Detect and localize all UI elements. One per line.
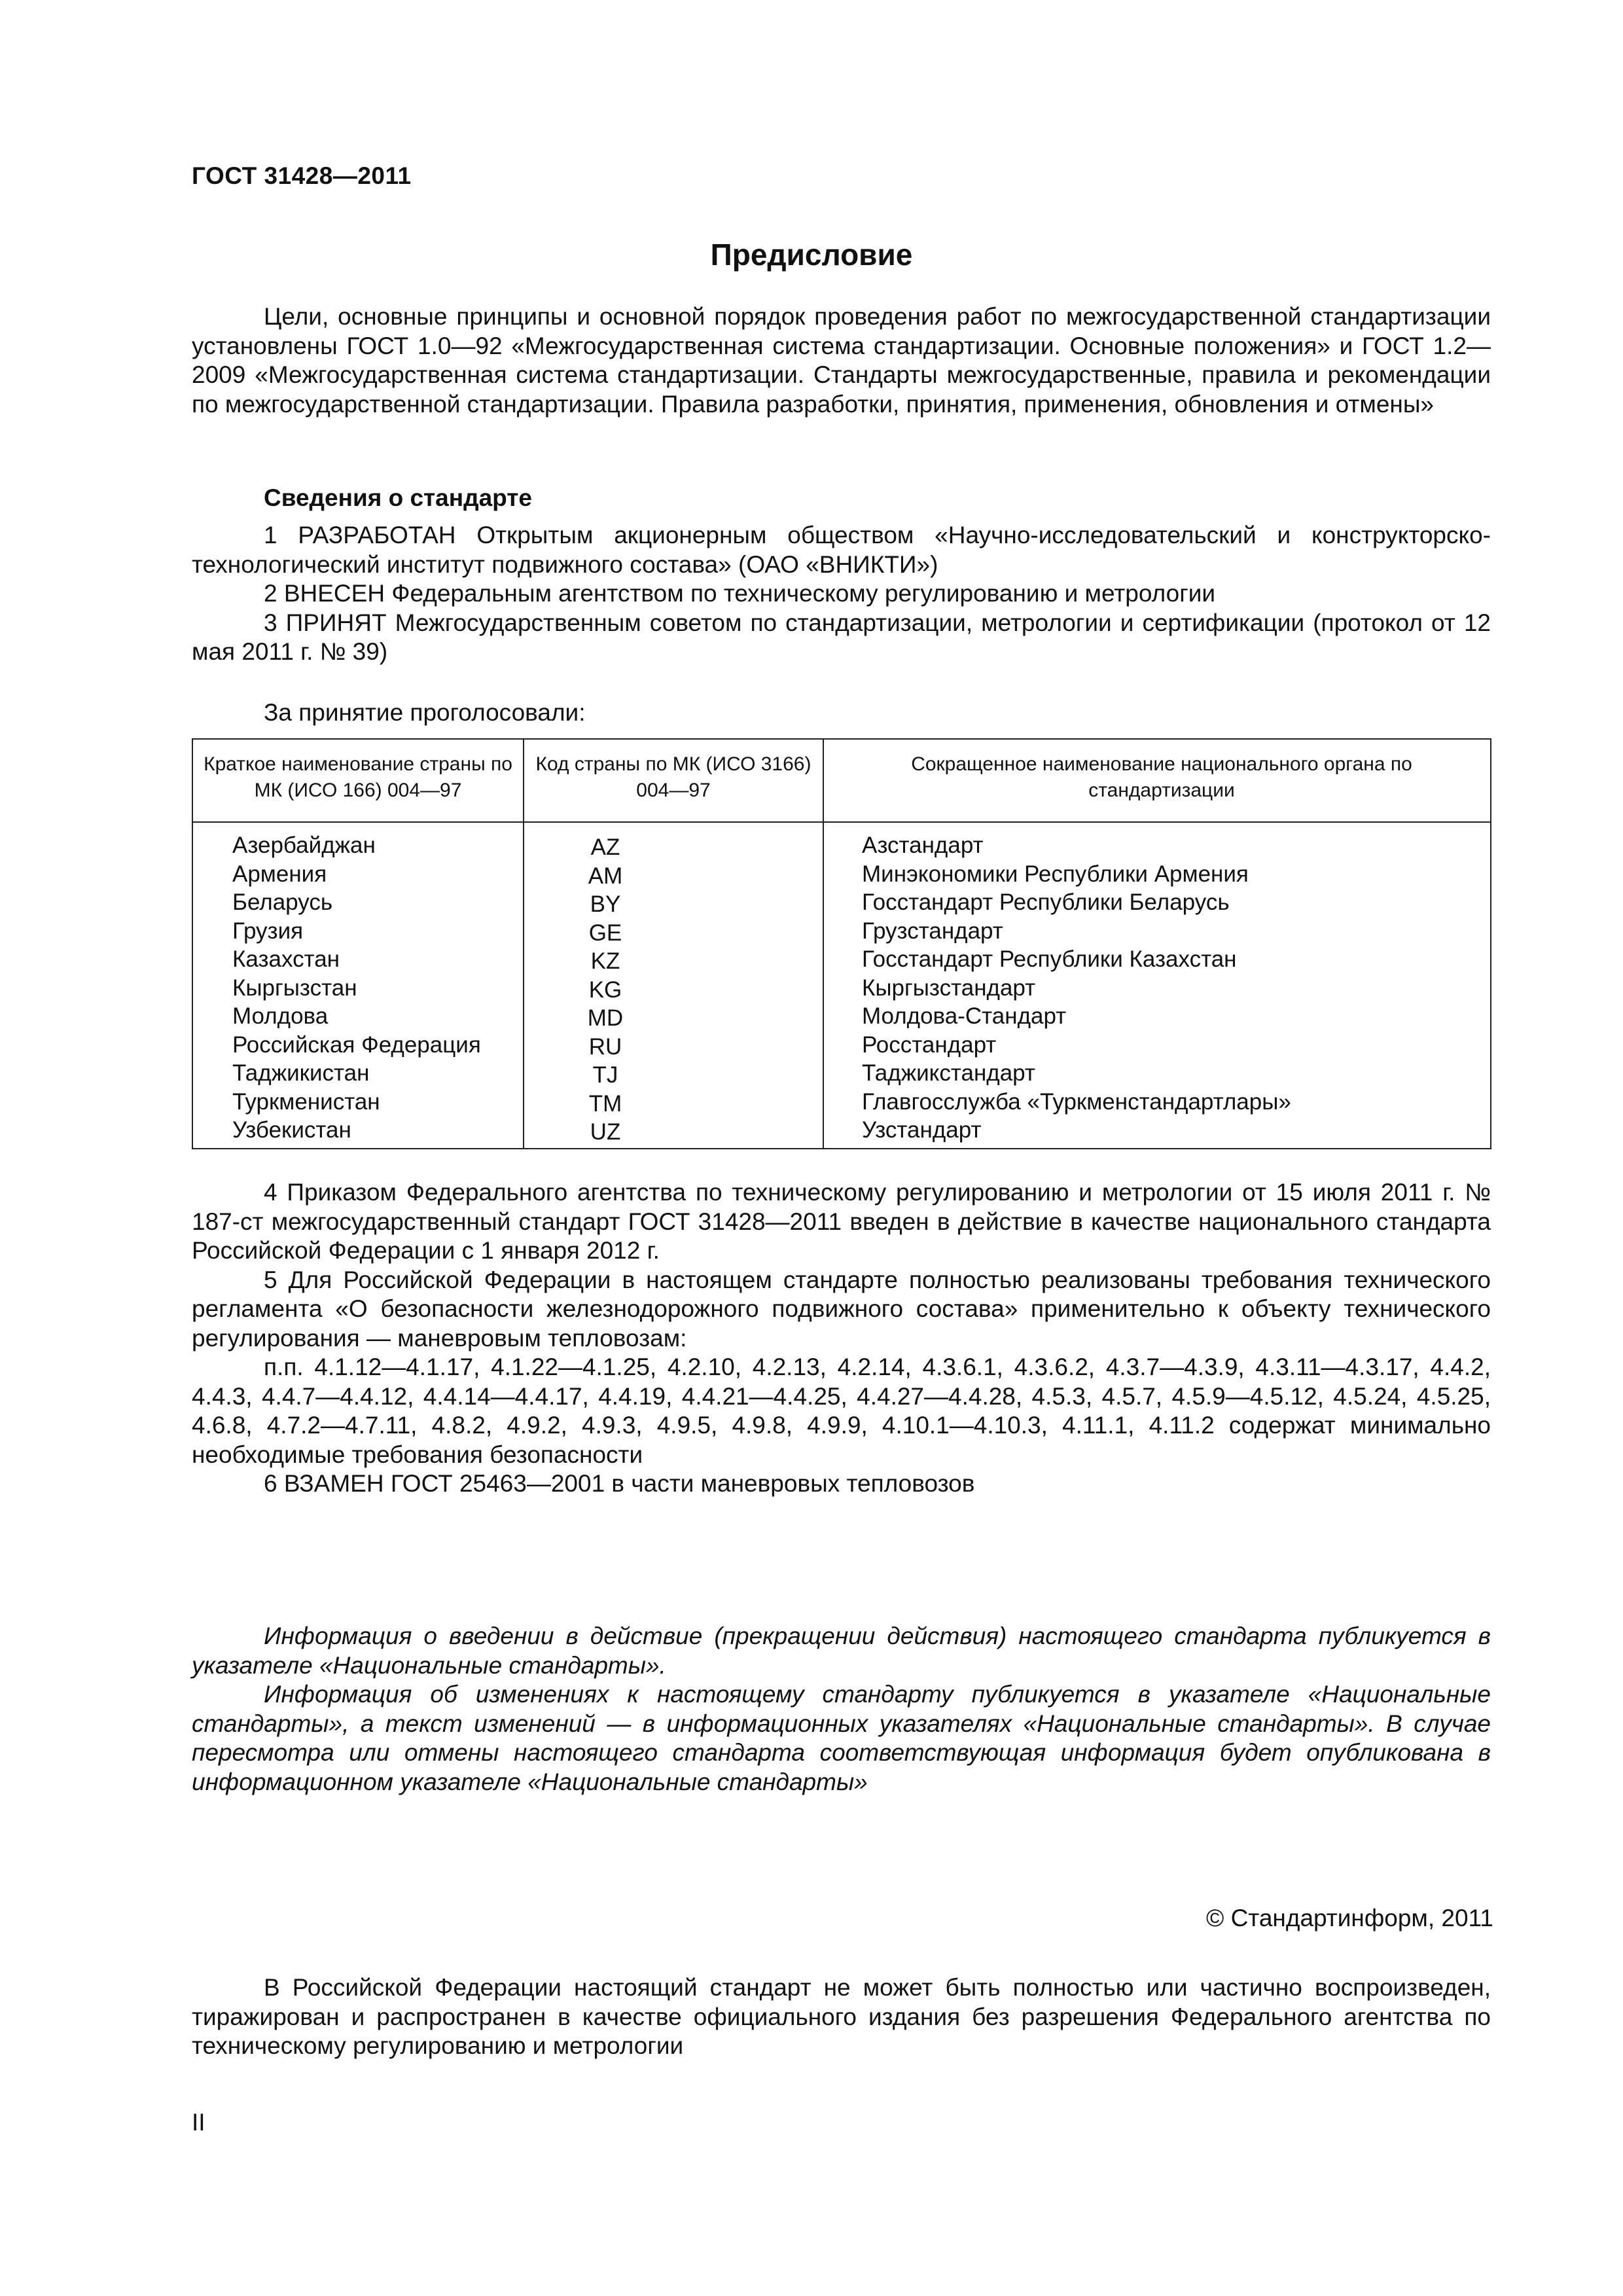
table-cell-country: Азербайджан <box>232 833 376 858</box>
info-item-1: 1 РАЗРАБОТАН Открытым акционерным обществом «Научно-исследовательский и конструкторско-технологический институт подвижного состава» (ОАО «ВНИКТИ») <box>192 522 1491 578</box>
intro-section <box>192 302 1491 419</box>
table-cell-country: Кыргызстан <box>232 975 357 1001</box>
table-cell-code: MD <box>587 1005 624 1031</box>
table-cell-country: Российская Федерация <box>232 1031 481 1058</box>
table-cell-country: Таджикистан <box>232 1060 370 1086</box>
info-item-3: 3 ПРИНЯТ Межгосударственным советом по стандартизации, метрологии и сертификации (протокол от 12 мая 2011 г. № 39) <box>192 609 1491 665</box>
table-cell-code: TM <box>588 1090 622 1117</box>
notice-paragraph-1: Информация о введении в действие (прекращении действия) настоящего стандарта публикуется в указателе «Национальные стандарты». <box>192 1623 1491 1679</box>
table-cell-org: Главгосслужба «Туркменстандартлары» <box>862 1088 1291 1115</box>
table-cell-country: Казахстан <box>232 946 340 972</box>
table-cell-org: Таджикстандарт <box>862 1060 1035 1086</box>
table-divider <box>823 740 824 1148</box>
document-id: ГОСТ 31428—2011 <box>192 162 412 189</box>
info-item-2: 2 ВНЕСЕН Федеральным агентством по техническому регулированию и метрологии <box>264 580 1216 607</box>
vote-label: За принятие проголосовали: <box>264 699 586 726</box>
table-cell-org: Грузстандарт <box>862 918 1003 944</box>
table-cell-org: Молдова-Стандарт <box>862 1003 1067 1029</box>
table-cell-org: Узстандарт <box>862 1117 982 1143</box>
item-5: 5 Для Российской Федерации в настоящем стандарте полностью реализованы требования технического регламента «О безопасности железнодорожного подвижного состава» применительно к объекту технического регулирования — маневровым тепловозам: <box>192 1266 1491 1352</box>
table-cell-code: AZ <box>590 834 620 860</box>
table-cell-country: Беларусь <box>232 889 333 915</box>
table-cell-org: Росстандарт <box>862 1031 997 1058</box>
table-cell-code: UZ <box>590 1119 621 1145</box>
table-cell-code: KZ <box>590 948 620 974</box>
table-cell-org: Минэкономики Республики Армения <box>862 861 1249 887</box>
info-heading: Сведения о стандарте <box>264 484 532 511</box>
table-cell-country: Узбекистан <box>232 1117 351 1143</box>
item-4: 4 Приказом Федерального агентства по техническому регулированию и метрологии от 15 июля 2011 г. № 187-ст межгосударственный стандарт ГОСТ 31428—2011 введен в действие в качестве национального стандарта Российской Федерации с 1 января 2012 г. <box>192 1179 1491 1264</box>
voting-table <box>192 738 1491 1149</box>
copyright: © Стандартинформ, 2011 <box>1206 1905 1493 1931</box>
column-header-country: Краткое наименование страны по МК (ИСО 166) 004—97 <box>204 753 512 801</box>
table-cell-code: RU <box>588 1033 622 1060</box>
table-cell-org: Азстандарт <box>862 833 984 858</box>
item-6: 6 ВЗАМЕН ГОСТ 25463—2001 в части маневровых тепловозов <box>264 1470 975 1497</box>
code-column <box>527 833 684 1147</box>
items-after-table <box>192 1178 1491 1499</box>
item-5-clauses: п.п. 4.1.12—4.1.17, 4.1.22—4.1.25, 4.2.10, 4.2.13, 4.2.14, 4.3.6.1, 4.3.6.2, 4.3.7—4.3.9, 4.3.11—4.3.17, 4.4.2, 4.4.3, 4.4.7—4.4.12, 4.4.14—4.4.17, 4.4.19, 4.4.21—4.4.25, 4.4.27—4.4.28, 4.5.3, 4.5.7, 4.5.9—4.5.12, 4.5.24, 4.5.25, 4.6.8, 4.7.2—4.7.11, 4.8.2, 4.9.2, 4.9.3, 4.9.5, 4.9.8, 4.9.9, 4.10.1—4.10.3, 4.11.1, 4.11.2 содержат минимально необходимые требования безопасности <box>192 1354 1491 1468</box>
info-items <box>192 521 1491 667</box>
publication-notice <box>192 1622 1491 1797</box>
notice-paragraph-2: Информация об изменениях к настоящему стандарту публикуется в указателе «Национальные стандарты», а текст изменений — в информационных указателях «Национальные стандарты». В случае пересмотра или отмены настоящего стандарта соответствующая информация будет опубликована в информационном указателе «Национальные стандарты» <box>192 1681 1491 1795</box>
table-cell-country: Грузия <box>232 918 304 944</box>
column-header-org: Сокращенное наименование национального органа по стандартизации <box>911 753 1412 801</box>
table-cell-code: KG <box>588 977 622 1003</box>
intro-paragraph: Цели, основные принципы и основной порядок проведения работ по межгосударственной стандартизации установлены ГОСТ 1.0—92 «Межгосударственная система стандартизации. Основные положения» и ГОСТ 1.2—2009 «Межгосударственная система стандартизации. Стандарты межгосударственные, правила и рекомендации по межгосударственной стандартизации. Правила разработки, принятия, применения, обновления и отмены» <box>192 303 1491 418</box>
table-divider <box>523 740 524 1148</box>
table-header-divider <box>193 821 1490 823</box>
rights-paragraph: В Российской Федерации настоящий стандарт не может быть полностью или частично воспроизведен, тиражирован и распространен в качестве официального издания без разрешения Федерального агентства по техническому регулированию и метрологии <box>192 1974 1491 2059</box>
table-cell-country: Армения <box>232 861 327 887</box>
table-cell-country: Молдова <box>232 1003 329 1029</box>
org-column <box>862 831 1477 1145</box>
table-cell-code: TJ <box>592 1062 618 1088</box>
column-header-code: Код страны по МК (ИСО 3166) 004—97 <box>535 753 812 801</box>
table-cell-code: AM <box>588 863 623 889</box>
table-cell-code: GE <box>588 920 622 946</box>
table-cell-country: Туркменистан <box>232 1088 380 1115</box>
table-cell-org: Госстандарт Республики Казахстан <box>862 946 1237 972</box>
country-column <box>232 831 507 1145</box>
table-cell-org: Госстандарт Республики Беларусь <box>862 889 1230 915</box>
table-cell-org: Кыргызстандарт <box>862 975 1036 1001</box>
page-title: Предисловие <box>710 238 913 272</box>
table-cell-code: BY <box>590 891 621 917</box>
reproduction-notice <box>192 1973 1491 2061</box>
page-number: II <box>192 2109 205 2136</box>
